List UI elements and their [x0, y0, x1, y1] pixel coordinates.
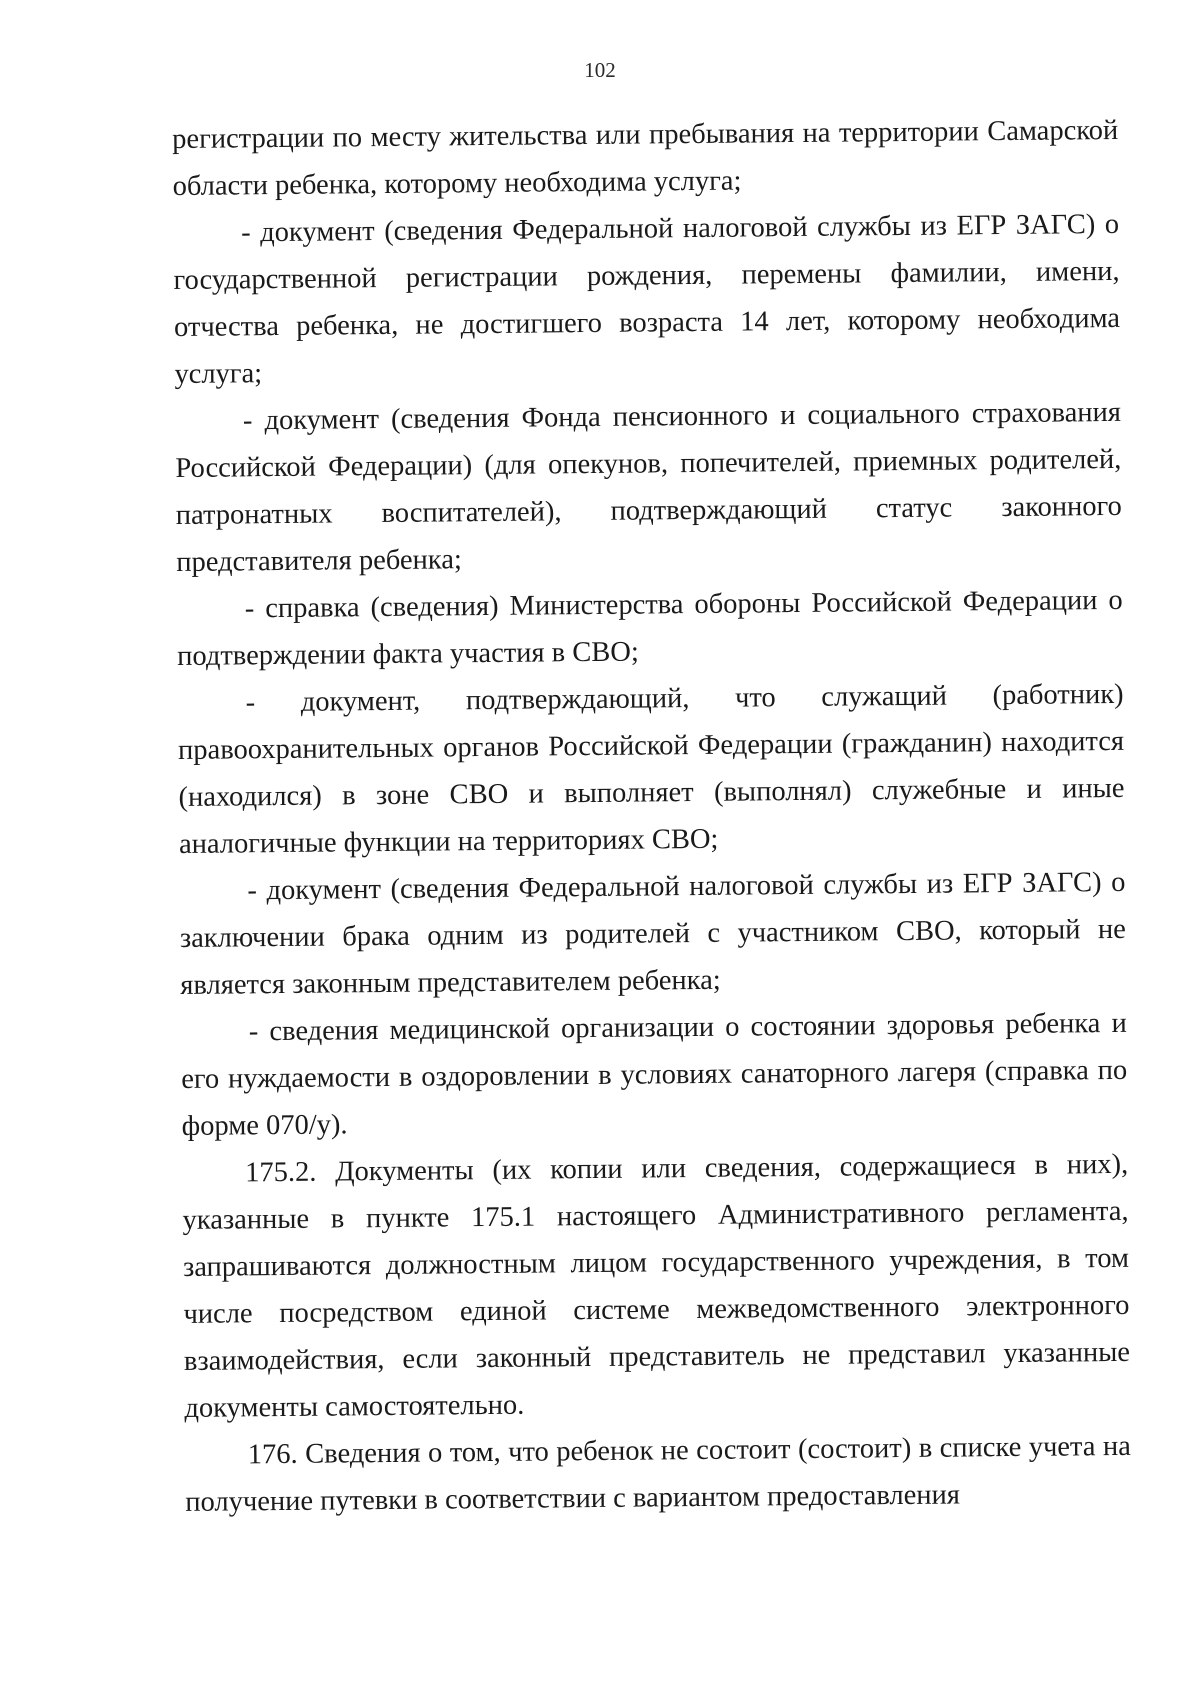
list-item-marriage-registration: - документ (сведения Федеральной налоговой службы из ЕГР ЗАГС) о заключении брака одним из родителей с участником СВО, который не является законным представителем ребенка;: [179, 866, 1127, 1001]
list-item-pension-fund-document: - документ (сведения Фонда пенсионного и социального страхования Российской Федерации) (для опекунов, попечителей, приемных родителей, патронатных воспитателей), подтверждающий статус законного представителя ребенка;: [175, 396, 1122, 578]
document-body: [172, 107, 1131, 1526]
list-item-medical-certificate: - сведения медицинской организации о состоянии здоровья ребенка и его нуждаемости в оздоровлении в условиях санаторного лагеря (справка по форме 070/у).: [181, 1007, 1128, 1142]
list-item-law-enforcement-document: - документ, подтверждающий, что служащий (работник) правоохранительных органов Российской Федерации (гражданин) находится (находился) в зоне СВО и выполняет (выполнял) служебные и иные аналогичные функции на территориях СВО;: [177, 678, 1125, 860]
list-item-defense-ministry-certificate: - справка (сведения) Министерства обороны Российской Федерации о подтверждении факта участия в СВО;: [177, 584, 1123, 672]
clause-176: 176. Сведения о том, что ребенок не состоит (состоит) в списке учета на получение путевки в соответствии с вариантом предоставления: [185, 1430, 1131, 1518]
list-item-birth-registration: - документ (сведения Федеральной налоговой службы из ЕГР ЗАГС) о государственной регистрации рождения, перемены фамилии, имени, отчества ребенка, не достигшего возраста 14 лет, которому необходима услуга;: [173, 208, 1121, 390]
page-number: 102: [584, 58, 616, 82]
paragraph-registration-continuation: регистрации по месту жительства или пребывания на территории Самарской области ребенка, которому необходима услуга;: [172, 114, 1119, 202]
clause-175-2: 175.2. Документы (их копии или сведения, содержащиеся в них), указанные в пункте 175.1 настоящего Административного регламента, запрашиваются должностным лицом государственного учреждения, в том числе посредством единой системе межведомственного электронного взаимодействия, если законный представитель не представил указанные документы самостоятельно.: [182, 1148, 1131, 1424]
